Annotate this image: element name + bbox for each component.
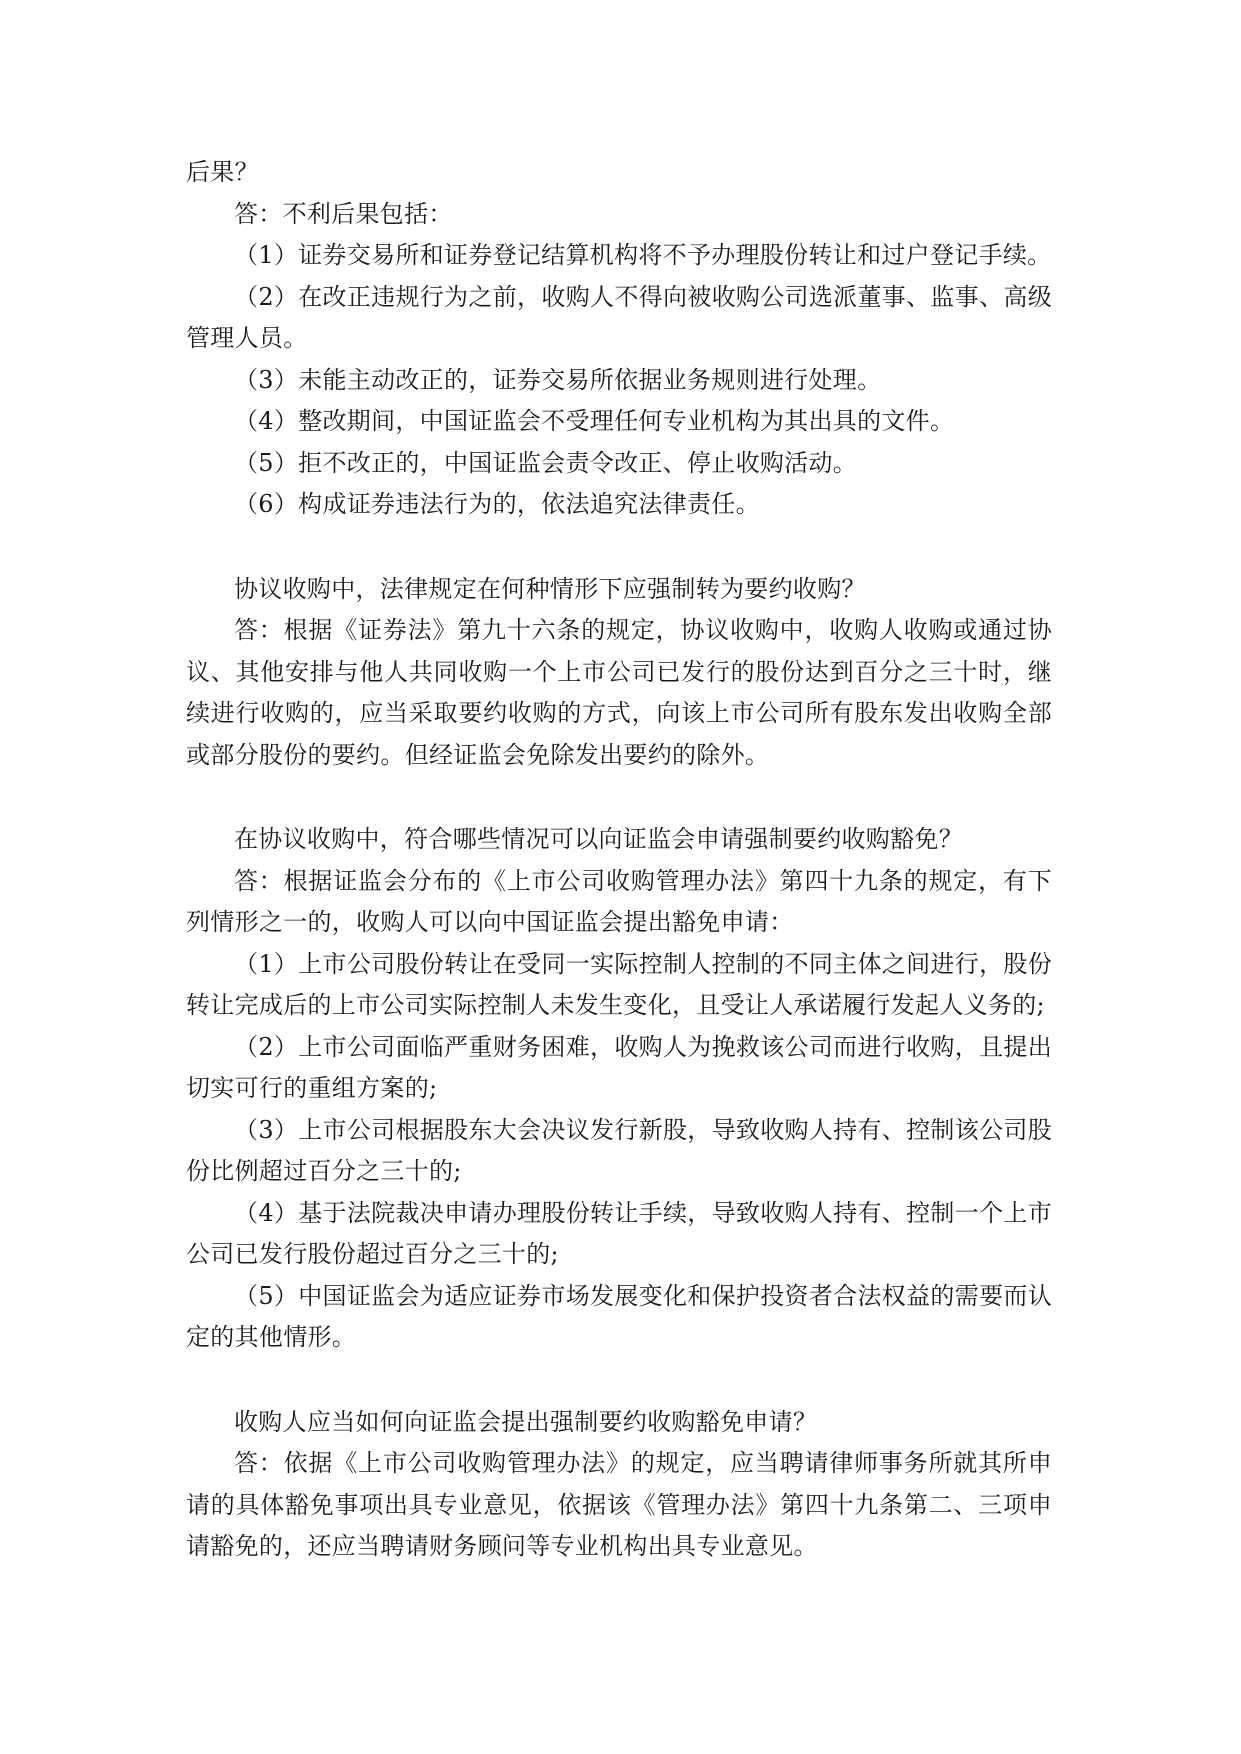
section-spacer xyxy=(186,1359,1052,1402)
list-item: （4）基于法院裁决申请办理股份转让手续，导致收购人持有、控制一个上市公司已发行股份超过百分之三十的; xyxy=(186,1198,1052,1268)
question-heading: 在协议收购中，符合哪些情况可以向证监会申请强制要约收购豁免？ xyxy=(234,825,963,853)
list-item: （1）证券交易所和证券登记结算机构将不予办理股份转让和过户登记手续。 xyxy=(234,241,1052,269)
answer-paragraph: 答：依据《上市公司收购管理办法》的规定，应当聘请律师事务所就其所申请的具体豁免事项出具专业意见，依据该《管理办法》第四十九条第二、三项申请豁免的，还应当聘请财务顾问等专业机构出具专业意见。 xyxy=(186,1449,1052,1560)
document-page xyxy=(186,152,1052,1568)
list-item: （2）在改正违规行为之前，收购人不得向被收购公司选派董事、监事、高级管理人员。 xyxy=(186,282,1052,352)
list-item: （3）未能主动改正的，证券交易所依据业务规则进行处理。 xyxy=(234,365,882,394)
question-heading: 收购人应当如何向证监会提出强制要约收购豁免申请？ xyxy=(234,1407,818,1436)
answer-intro: 答：不利后果包括： xyxy=(234,199,453,228)
list-item: （4）整改期间，中国证监会不受理任何专业机构为其出具的文件。 xyxy=(234,407,955,435)
list-item: （6）构成证券违法行为的，依法追究法律责任。 xyxy=(234,490,760,518)
list-item: （2）上市公司面临严重财务困难，收购人为挽救该公司而进行收购，且提出切实可行的重组方案的; xyxy=(186,1032,1052,1102)
answer-intro: 答：根据证监会分布的《上市公司收购管理办法》第四十九条的规定，有下列情形之一的，收购人可以向中国证监会提出豁免申请： xyxy=(186,866,1052,936)
list-item: （3）上市公司根据股东大会决议发行新股，导致收购人持有、控制该公司股份比例超过百分之三十的; xyxy=(186,1115,1052,1185)
list-item: （5）拒不改正的，中国证监会责令改正、停止收购活动。 xyxy=(234,448,858,477)
section-spacer xyxy=(186,776,1052,819)
list-item: （1）上市公司股份转让在受同一实际控制人控制的不同主体之间进行，股份转让完成后的上市公司实际控制人未发生变化，且受让人承诺履行发起人义务的; xyxy=(186,949,1052,1019)
list-item: （5）中国证监会为适应证券市场发展变化和保护投资者合法权益的需要而认定的其他情形。 xyxy=(186,1281,1052,1351)
answer-paragraph: 答：根据《证券法》第九十六条的规定，协议收购中，收购人收购或通过协议、其他安排与他人共同收购一个上市公司已发行的股份达到百分之三十时，继续进行收购的，应当采取要约收购的方式，向该上市公司所有股东发出收购全部或部分股份的要约。但经证监会免除发出要约的除外。 xyxy=(186,616,1052,769)
section-spacer xyxy=(186,526,1052,569)
question-heading: 协议收购中，法律规定在何种情形下应强制转为要约收购？ xyxy=(234,574,866,603)
question-tail: 后果？ xyxy=(186,158,259,186)
